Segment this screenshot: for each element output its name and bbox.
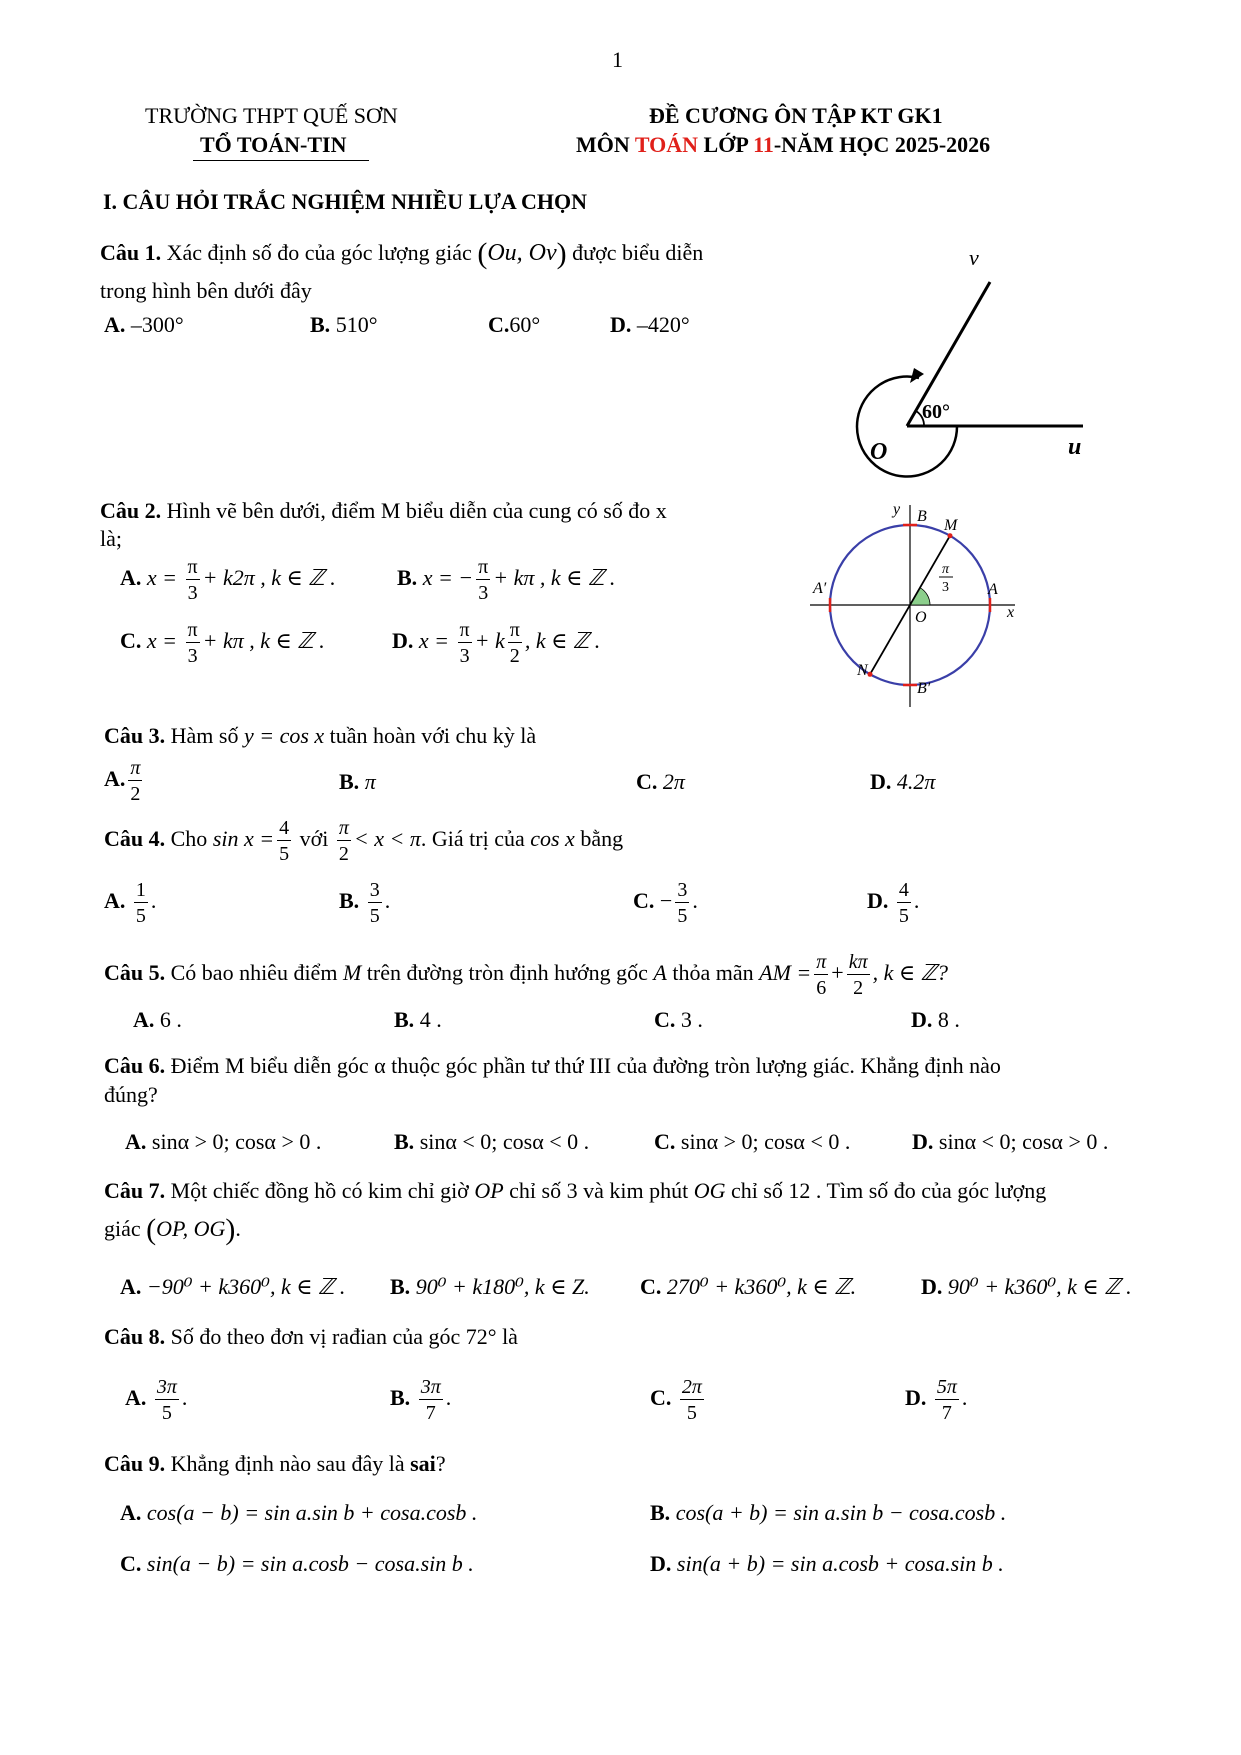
q4-answer-d: D. $\frac{4}{5}$ . <box>867 879 920 927</box>
q7-answer-a: A. −90⁰ + k360⁰, k ∈ ℤ . <box>120 1274 346 1299</box>
question-2: Câu 2. Hình vẽ bên dưới, điểm M biểu diễn của cung có số đo x <box>100 498 667 523</box>
q7-line2: giác (OP, OG). <box>104 1213 241 1246</box>
fig1-arrowhead <box>910 368 924 383</box>
question-4: Câu 4. Cho sin x = $\frac{4}{5}$ với $\frac{\pi}{2}$ < x < π. Giá trị của cos x bằng <box>104 817 624 865</box>
question-9: Câu 9. Khẳng định nào sau đây là sai? <box>104 1451 446 1476</box>
q4-answer-b: B. $\frac{3}{5}$ . <box>339 879 391 927</box>
question-6: Câu 6. Điểm M biểu diễn góc α thuộc góc phần tư thứ III của đường tròn lượng giác. Khẳng định nào <box>104 1053 1001 1078</box>
q8-answer-b: B. $\frac{3\pi}{7}$ . <box>390 1376 452 1424</box>
fig2-label-x: x <box>1007 604 1015 621</box>
fig2-frac-den: 3 <box>942 580 949 595</box>
department-underline <box>193 160 369 161</box>
fig2-label-n: N <box>857 662 868 679</box>
q9-answer-b: B. cos(a + b) = sin a.sin b − cosa.cosb . <box>650 1500 1007 1525</box>
fig1-label-v: v <box>969 245 979 270</box>
q5-answer-a: A. 6 . <box>133 1007 182 1032</box>
q7-answer-b: B. 90⁰ + k180⁰, k ∈ Z. <box>390 1274 590 1299</box>
q5-answer-b: B. 4 . <box>394 1007 442 1032</box>
q8-answer-c: C. $\frac{2\pi}{5}$ <box>650 1376 702 1424</box>
q1-answer-c: C.60° <box>488 312 541 337</box>
q1-answer-d: D. –420° <box>610 312 690 337</box>
q2-answer-a: A. x = $\frac{\pi}{3}$ + k2π , k ∈ ℤ . <box>120 556 336 604</box>
question-8: Câu 8. Số đo theo đơn vị rađian của góc 72° là <box>104 1324 518 1349</box>
section-title: I. CÂU HỎI TRẮC NGHIỆM NHIỀU LỰA CHỌN <box>103 189 588 214</box>
fig2-label-b-prime: B′ <box>917 680 931 697</box>
q9-answer-d: D. sin(a + b) = sin a.cosb + cosa.sin b . <box>650 1551 1004 1576</box>
fig2-point-n <box>868 672 873 677</box>
q7-answer-d: D. 90⁰ + k360⁰, k ∈ ℤ . <box>921 1274 1132 1299</box>
q3-answer-a: A. $\frac{\pi}{2}$ <box>104 757 141 805</box>
q1-label: Câu 1. <box>100 240 162 265</box>
q3-answer-b: B. π <box>339 769 376 794</box>
q2-answer-b: B. x = − $\frac{\pi}{3}$ + kπ , k ∈ ℤ . <box>397 556 616 604</box>
fig2-label-o: O <box>915 609 927 626</box>
subject-mid: LỚP <box>698 132 754 157</box>
fig2-label-a-prime: A′ <box>813 580 827 597</box>
fig1-label-o: O <box>870 439 888 465</box>
subject-word: TOÁN <box>634 132 699 157</box>
q7-answer-c: C. 270⁰ + k360⁰, k ∈ ℤ. <box>640 1274 857 1299</box>
document-title: ĐỀ CƯƠNG ÔN TẬP KT GK1 <box>649 103 943 128</box>
q8-answer-d: D. $\frac{5\pi}{7}$ . <box>905 1376 968 1424</box>
page-number: 1 <box>612 47 623 72</box>
q1-text-a: Xác định số đo của góc lượng giác <box>161 240 478 265</box>
q4-answer-c: C. − $\frac{3}{5}$ . <box>633 879 698 927</box>
department-name: TỔ TOÁN-TIN <box>200 132 347 157</box>
q1-answer-a: A. –300° <box>104 312 184 337</box>
grade: 11 <box>753 132 774 157</box>
q4-answer-a: A. $\frac{1}{5}$ . <box>104 879 157 927</box>
q1-angle-figure <box>840 240 1110 490</box>
q2-unit-circle-figure <box>805 495 1030 715</box>
fig1-label-60: 60° <box>922 401 950 423</box>
q2-answer-d: D. x = $\frac{\pi}{3}$ + k $\frac{\pi}{2}$ , k ∈ ℤ . <box>392 619 601 667</box>
subject-prefix: MÔN <box>576 132 635 157</box>
subject-suffix: -NĂM HỌC 2025-2026 <box>773 132 991 157</box>
q2-answer-c: C. x = $\frac{\pi}{3}$ + kπ , k ∈ ℤ . <box>120 619 325 667</box>
school-name: TRƯỜNG THPT QUẾ SƠN <box>145 103 398 128</box>
fig2-label-a: A <box>988 581 998 598</box>
q3-answer-d: D. 4.2π <box>870 769 936 794</box>
q6-line2: đúng? <box>104 1082 158 1107</box>
subject-line <box>576 131 990 159</box>
fig2-angle-sector <box>910 588 930 605</box>
q3-answer-c: C. 2π <box>636 769 685 794</box>
question-7: Câu 7. Một chiếc đồng hồ có kim chỉ giờ OP chỉ số 3 và kim phút OG chỉ số 12 . Tìm số đo của góc lượng <box>104 1178 1047 1203</box>
q5-answer-d: D. 8 . <box>911 1007 960 1032</box>
q8-answer-a: A. $\frac{3\pi}{5}$ . <box>125 1376 188 1424</box>
q9-answer-c: C. sin(a − b) = sin a.cosb − cosa.sin b . <box>120 1551 474 1576</box>
q2-line2: là; <box>100 526 122 551</box>
q6-answer-b: B. sinα < 0; cosα < 0 . <box>394 1129 590 1154</box>
q1-angle: Ou, Ov <box>487 240 557 266</box>
q5-answer-c: C. 3 . <box>654 1007 703 1032</box>
question-3: Câu 3. Hàm số y = cos x tuần hoàn với chu kỳ là <box>104 723 537 748</box>
fig1-label-u: u <box>1068 434 1082 460</box>
question-5: Câu 5. Có bao nhiêu điểm M trên đường tròn định hướng gốc A thỏa mãn AM = $\frac{\pi}{6}$ + $\frac{k\pi}{2}$ , k ∈ ℤ? <box>104 951 949 999</box>
q9-answer-a: A. cos(a − b) = sin a.sin b + cosa.cosb . <box>120 1500 478 1525</box>
question-1: Câu 1. Xác định số đo của góc lượng giác (Ou, Ov) được biểu diễn <box>100 237 704 270</box>
fig2-frac-num: π <box>942 562 950 577</box>
q6-answer-a: A. sinα > 0; cosα > 0 . <box>125 1129 322 1154</box>
q6-answer-d: D. sinα < 0; cosα > 0 . <box>912 1129 1109 1154</box>
q1-text-b: được biểu diễn <box>566 240 704 265</box>
fig2-label-m: M <box>944 517 958 534</box>
fig2-label-b: B <box>917 508 927 525</box>
fig2-label-y: y <box>893 501 901 518</box>
q1-line2: trong hình bên dưới đây <box>100 278 312 303</box>
q6-answer-c: C. sinα > 0; cosα < 0 . <box>654 1129 851 1154</box>
q1-answer-b: B. 510° <box>310 312 378 337</box>
